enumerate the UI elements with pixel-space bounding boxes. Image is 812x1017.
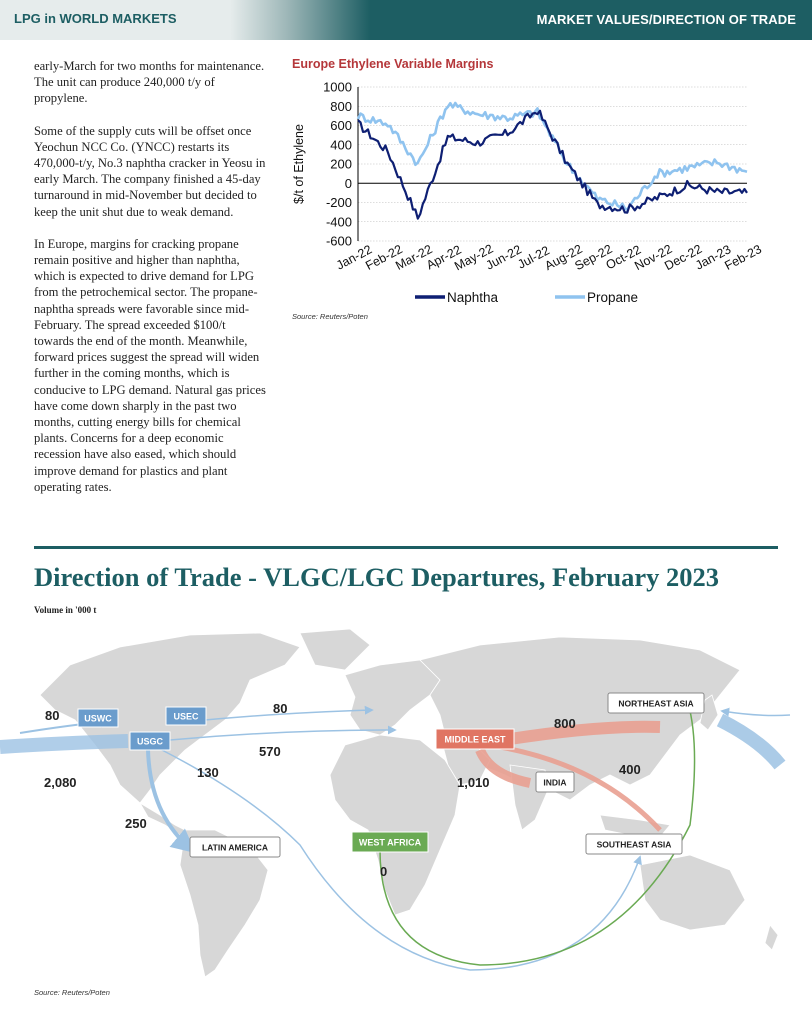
chart-x-tick-label: Jun-22 (483, 242, 524, 273)
chart-title: Europe Ethylene Variable Margins (292, 57, 494, 71)
chart-x-tick-label: Jan-22 (333, 242, 375, 273)
page-header (0, 0, 812, 40)
latin-america-label: LATIN AMERICA (201, 842, 269, 853)
usgc-label: USGC (136, 736, 164, 747)
chart-x-tick-label: May-22 (452, 241, 496, 274)
trade-flow-map (0, 625, 812, 987)
chart-x-tick-label: Dec-22 (662, 241, 705, 274)
uswc-label: USWC (84, 713, 112, 724)
chart-y-tick-label: -400 (325, 214, 352, 230)
chart-y-tick-label: 800 (330, 98, 352, 114)
section-divider (34, 546, 778, 549)
chart-x-tick-label: Nov-22 (632, 241, 675, 274)
chart-y-axis-label: $/t of Ethylene (292, 124, 306, 204)
europe-shape (345, 660, 440, 735)
flow-label-usgc: 2,080 (44, 775, 77, 790)
chart-y-tick-label: 0 (344, 175, 352, 191)
section-title: Direction of Trade - VLGC/LGC Departures, February 2023 (34, 562, 720, 592)
africa-shape (330, 735, 460, 915)
chart-x-tick-label: Sep-22 (572, 241, 615, 274)
article-paragraph: Some of the supply cuts will be offset once Yeochun NCC Co. (YNCC) restarts its 470,000-t/y, No.3 naphtha cracker in Yeosu in early March. The company finished a 45-day turnaround in mid-November but decided to keep the unit shut due to weak demand. (34, 123, 266, 219)
chart-x-tick-label: Jul-22 (515, 243, 552, 272)
middle-east-label: MIDDLE EAST (444, 734, 506, 745)
chart-x-tick-label: Jan-23 (693, 242, 734, 273)
flow-label-westafrica: 0 (380, 864, 388, 879)
chart-x-tick-label: Apr-22 (424, 242, 464, 273)
flow-label-usgc-sea: 130 (197, 765, 219, 780)
flow-label-usgc-latam: 250 (125, 816, 147, 831)
chart-y-tick-label: 1000 (323, 79, 352, 95)
header-gradient (230, 0, 370, 40)
southeast-asia-label: SOUTHEAST ASIA (596, 839, 672, 850)
flow-label-uswc: 80 (45, 708, 60, 723)
chart-x-tick-label: Mar-22 (393, 241, 435, 273)
chart-y-tick-label: -600 (325, 233, 352, 249)
chart-source: Source: Reuters/Poten (292, 312, 368, 321)
flow-incoming-nea-large-arrow (720, 720, 780, 765)
flow-usgc-large-arrow (0, 741, 128, 747)
chart-x-tick-label: Feb-22 (363, 241, 405, 273)
flow-label-me-sea: 400 (619, 762, 641, 777)
flow-label-usec-europe: 80 (273, 701, 288, 716)
volume-label: Volume in '000 t (34, 605, 97, 615)
legend-label-propane: Propane (587, 290, 639, 305)
chart-y-tick-label: -200 (325, 195, 352, 210)
central-america-shape (140, 803, 185, 835)
legend-label-naphtha: Naphtha (447, 290, 499, 305)
india-label: INDIA (543, 777, 567, 788)
article-paragraph: early-March for two months for maintenance. The unit can produce 240,000 t/y of propylene. (34, 59, 265, 106)
chart-y-tick-label: 600 (330, 118, 352, 133)
chart-x-tick-label: Oct-22 (603, 242, 644, 273)
flow-label-usgc-europe: 570 (259, 744, 281, 759)
publication-title: LPG in WORLD MARKETS (14, 11, 177, 26)
chart-x-tick-label: Aug-22 (542, 241, 585, 274)
world-landmasses (40, 629, 778, 977)
ethylene-margins-chart (285, 75, 765, 315)
flow-label-me-india: 1,010 (457, 775, 490, 790)
flow-incoming-nea-small-arrow (722, 711, 790, 716)
usec-label: USEC (173, 711, 199, 722)
greenland-shape (300, 629, 370, 670)
article-paragraph: In Europe, margins for cracking propane remain positive and higher than naphtha, which is expected to drive demand for LPG from the petrochemical sector. The propane-naphtha spreads were favorable since mid-February. The spread exceeded $100/t towards the end of the month. Meanwhile, forward prices suggest the spread will widen further in the coming months, which is conducive to LPG demand. Natural gas prices have come down sharply in the past two months, cutting energy bills for chemical plants. Concerns for a deep economic recession have also eased, which should improve demand for plastics and plant operating rates. (34, 236, 266, 494)
article-text (34, 58, 266, 511)
flow-label-me-nea: 800 (554, 716, 576, 731)
section-header-title: MARKET VALUES/DIRECTION OF TRADE (536, 12, 796, 27)
northeast-asia-label: NORTHEAST ASIA (618, 698, 694, 709)
chart-y-tick-label: 400 (330, 137, 352, 153)
chart-line-propane (358, 103, 747, 210)
map-source: Source: Reuters/Poten (34, 988, 110, 997)
chart-x-tick-label: Feb-23 (722, 241, 764, 273)
new-zealand-shape (765, 925, 778, 950)
west-africa-label: WEST AFRICA (358, 837, 422, 848)
australia-shape (640, 855, 745, 930)
chart-y-tick-label: 200 (330, 156, 352, 172)
